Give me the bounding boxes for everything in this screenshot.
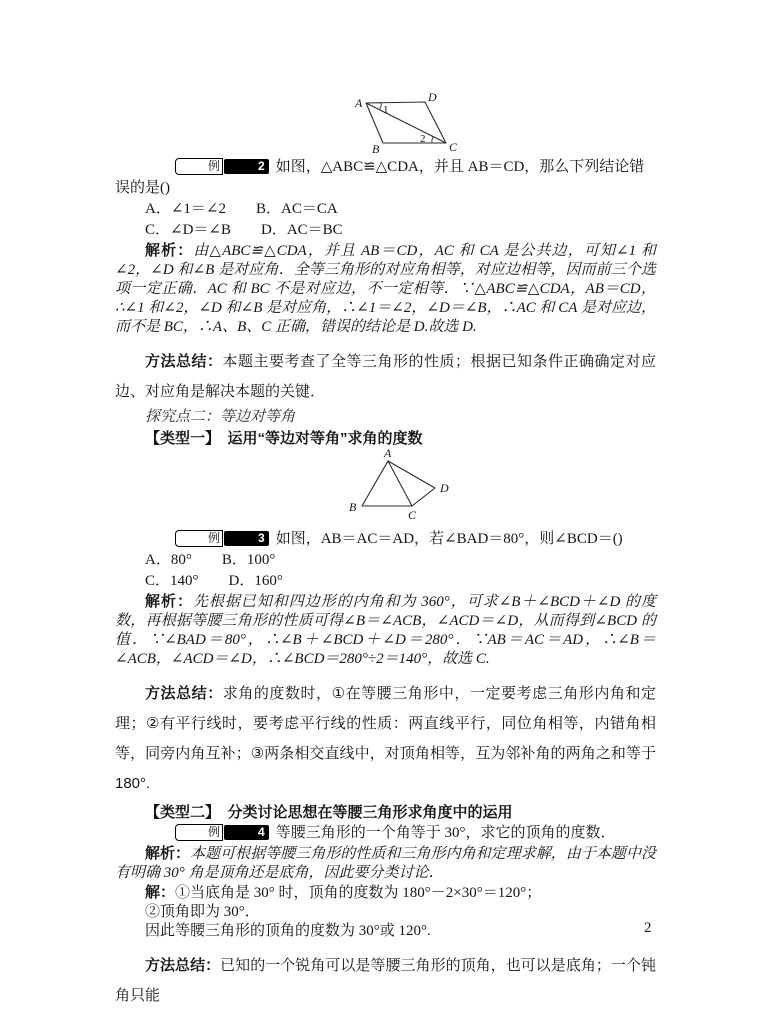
example4-question bbox=[115, 823, 656, 844]
option-d: D．AC＝BC bbox=[260, 222, 343, 238]
angle-label-2: 2 bbox=[420, 133, 426, 145]
example3-options-row1 bbox=[115, 550, 656, 571]
example3-analysis bbox=[115, 592, 656, 669]
example2-options-row1 bbox=[115, 199, 656, 220]
example4-analysis-text: 本题可根据等腰三角形的性质和三角形内角和定理求解，由于本题中没有明确 30° 角是顶角还是底角，因此要分类讨论． bbox=[115, 846, 656, 881]
example4-summary bbox=[115, 951, 656, 1011]
vertex-label-a: A bbox=[355, 96, 363, 110]
option-c: C．140° bbox=[145, 573, 199, 589]
page-number: 2 bbox=[644, 920, 652, 936]
summary-label: 方法总结： bbox=[145, 957, 221, 974]
figure-lines bbox=[366, 102, 446, 143]
analysis-label: 解析： bbox=[145, 593, 193, 610]
example3-analysis-text: 先根据已知和四边形的内角和为 360°，可求∠B＋∠BCD＋∠D 的度数，再根据等腰三角形的性质可得∠B＝∠ACB，∠ACD＝∠D，从而得到∠BCD 的值．∵∠BAD＝80°，∴∠B＋∠BCD＋∠D＝280°．∵AB＝AC＝AD，∴∠B＝∠ACB，∠ACD＝∠D，∴∠BCD＝280°÷2＝140°，故选 C. bbox=[115, 594, 656, 667]
option-c: C．∠D＝∠B bbox=[145, 222, 231, 238]
example3-summary-text: 求角的度数时，①在等腰三角形中，一定要考虑三角形内角和定理；②有平行线时，要考虑平行线的性质：两直线平行，同位角相等，内错角相等，同旁内角互补；③两条相交直线中，对顶角相等，互为邻补角的两角之和等于 180°. bbox=[115, 685, 656, 792]
vertex-label-d: D bbox=[428, 90, 437, 104]
figure-lines bbox=[362, 461, 435, 506]
vertex-label-d: D bbox=[440, 481, 449, 495]
figure-parallelogram bbox=[343, 90, 656, 154]
option-b: B．AC＝CA bbox=[255, 201, 338, 217]
example4-summary-text: 已知的一个锐角可以是等腰三角形的顶角，也可以是底角；一个钝角只能 bbox=[115, 957, 656, 1004]
option-d: D．160° bbox=[228, 573, 283, 589]
example3-badge bbox=[145, 530, 269, 547]
example-badge-number: 3 bbox=[224, 531, 269, 546]
example2-badge bbox=[145, 158, 269, 175]
type2-heading: 【类型二】 分类讨论思想在等腰三角形求角度中的运用 bbox=[145, 804, 513, 821]
parallelogram-figure bbox=[343, 90, 483, 154]
example2-summary bbox=[115, 347, 656, 407]
angle-label-1: 1 bbox=[383, 104, 389, 116]
vertex-label-c: C bbox=[449, 140, 458, 154]
example-badge-number: 4 bbox=[224, 825, 269, 840]
example4-badge bbox=[145, 824, 269, 841]
option-a: A．∠1＝∠2 bbox=[145, 201, 226, 217]
option-b: B．100° bbox=[221, 552, 276, 568]
example2-question bbox=[115, 157, 656, 199]
example-badge-label: 例 bbox=[175, 824, 223, 841]
example4-solution-step3: 因此等腰三角形的顶角的度数为 30°或 120°. bbox=[145, 923, 431, 939]
option-a: A．80° bbox=[145, 552, 192, 568]
example2-summary-text: 本题主要考查了全等三角形的性质；根据已知条件正确确定对应边、对应角是解决本题的关键． bbox=[115, 353, 656, 400]
vertex-label-b: B bbox=[372, 142, 380, 154]
example2-question-text: 如图，△ABC≌△CDA，并且 AB＝CD，那么下列结论错误的是() bbox=[115, 159, 645, 196]
example4-solution-step2: ②顶角即为 30°． bbox=[145, 904, 260, 920]
figure-triangle bbox=[345, 445, 656, 523]
analysis-label: 解析： bbox=[145, 845, 191, 862]
vertex-label-c: C bbox=[408, 508, 417, 522]
analysis-label: 解析： bbox=[145, 242, 194, 259]
example3-question-text: 如图，AB＝AC＝AD，若∠BAD＝80°，则∠BCD＝() bbox=[275, 531, 623, 547]
example3-summary bbox=[115, 679, 656, 799]
example4-question-text: 等腰三角形的一个角等于 30°，求它的顶角的度数． bbox=[275, 825, 616, 841]
example-badge-number: 2 bbox=[224, 159, 269, 174]
example2-analysis bbox=[115, 241, 656, 337]
example-badge-label: 例 bbox=[175, 158, 223, 175]
explore-point-heading: 探究点二：等边对等角 bbox=[145, 409, 296, 425]
example4-solution-step1 bbox=[115, 883, 656, 903]
example2-options-row2 bbox=[115, 220, 656, 241]
example3-question bbox=[115, 529, 656, 550]
triangle-figure bbox=[345, 445, 465, 523]
document-page bbox=[115, 0, 656, 1011]
example-badge-label: 例 bbox=[175, 530, 223, 547]
summary-label: 方法总结： bbox=[145, 685, 223, 702]
vertex-label-b: B bbox=[349, 500, 357, 514]
solution-label: 解： bbox=[145, 884, 176, 901]
vertex-label-a: A bbox=[384, 446, 392, 460]
summary-label: 方法总结： bbox=[145, 353, 223, 370]
example3-options-row2 bbox=[115, 571, 656, 592]
type1-heading: 【类型一】 运用“等边对等角”求角的度数 bbox=[145, 430, 423, 447]
example2-analysis-text: 由△ABC≌△CDA，并且 AB＝CD，AC 和 CA 是公共边，可知∠1 和∠2，∠D 和∠B 是对应角．全等三角形的对应角相等，对应边相等，因而前三个选项一定正确．AC 和 BC 不是对应边，不一定相等．∵△ABC≌△CDA，AB＝CD，∴∠1 和∠2，∠D 和∠B 是对应角，∴∠1＝∠2，∠D＝∠B，∴AC 和 CA 是对应边，而不是 BC，∴A、B、C 正确，错误的结论是 D.故选 D. bbox=[115, 243, 656, 335]
example4-analysis bbox=[115, 844, 656, 883]
solution-step-text: ①当底角是 30° 时，顶角的度数为 180°－2×30°＝120°； bbox=[175, 885, 542, 901]
